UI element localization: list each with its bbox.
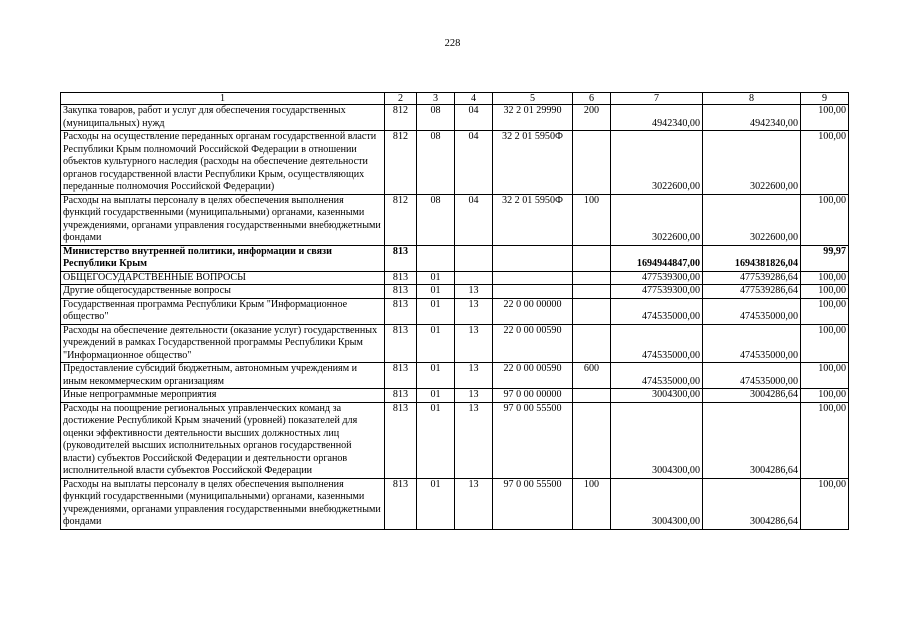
cell-name: Предоставление субсидий бюджетным, автономным учреждениям и иным некоммерческим организациям [61,363,385,389]
cell-percent: 100,00 [801,402,849,478]
cell-name: Расходы на осуществление переданных органам государственной власти Республики Крым полномочий Российской Федерации в отношении объектов культурного наследия (расходы на обеспечение деятельности органов государственной власти Республики Крым, осуществляющих переданные полномочия Российской Федерации) [61,131,385,195]
cell-expense-type [573,271,611,285]
cell-executed: 3004286,64 [703,478,801,529]
cell-name: Расходы на выплаты персоналу в целях обеспечения выполнения функций государственными (муниципальными) органами, казенными учреждениями, органами управления государственными внебюджетными фондами [61,478,385,529]
cell-expense-type [573,389,611,403]
cell-section: 01 [417,363,455,389]
col-header-1: 1 [61,93,385,105]
cell-expense-type [573,245,611,271]
cell-name: Другие общегосударственные вопросы [61,285,385,299]
table-body [61,105,849,530]
col-header-8: 8 [703,93,801,105]
table-row [61,363,849,389]
cell-subsection: 13 [455,402,493,478]
cell-target-article: 97 0 00 55500 [493,402,573,478]
cell-expense-type [573,131,611,195]
cell-name: Государственная программа Республики Крым "Информационное общество" [61,298,385,324]
table-row [61,105,849,131]
cell-subsection: 04 [455,131,493,195]
cell-percent: 99,97 [801,245,849,271]
cell-ministry-code: 813 [385,298,417,324]
cell-target-article: 22 0 00 00590 [493,324,573,363]
col-header-7: 7 [611,93,703,105]
cell-subsection: 13 [455,389,493,403]
cell-planned: 3022600,00 [611,131,703,195]
cell-planned: 3022600,00 [611,194,703,245]
cell-target-article: 97 0 00 00000 [493,389,573,403]
cell-planned: 3004300,00 [611,402,703,478]
cell-planned: 474535000,00 [611,363,703,389]
cell-ministry-code: 813 [385,285,417,299]
cell-expense-type: 200 [573,105,611,131]
header-row [61,93,849,105]
cell-name: Министерство внутренней политики, информации и связи Республики Крым [61,245,385,271]
cell-subsection [455,271,493,285]
table-row [61,271,849,285]
cell-expense-type: 600 [573,363,611,389]
cell-executed: 474535000,00 [703,298,801,324]
cell-percent: 100,00 [801,285,849,299]
cell-executed: 477539286,64 [703,271,801,285]
cell-section: 01 [417,389,455,403]
cell-name: Расходы на поощрение региональных управленческих команд за достижение Республикой Крым значений (уровней) показателей для оценки эффективности деятельности высших должностных лиц (руководителей высших исполнительных органов государственной власти) субъектов Российской Федерации и деятельности органов исполнительной власти субъектов Российской Федерации [61,402,385,478]
table-row [61,131,849,195]
cell-name: Иные непрограммные мероприятия [61,389,385,403]
cell-executed: 3004286,64 [703,389,801,403]
cell-target-article: 32 2 01 5950Ф [493,131,573,195]
table-row [61,324,849,363]
cell-target-article: 32 2 01 5950Ф [493,194,573,245]
cell-executed: 1694381826,04 [703,245,801,271]
cell-expense-type [573,285,611,299]
cell-executed: 474535000,00 [703,363,801,389]
cell-target-article [493,245,573,271]
cell-section: 08 [417,194,455,245]
cell-percent: 100,00 [801,105,849,131]
cell-planned: 1694944847,00 [611,245,703,271]
col-header-5: 5 [493,93,573,105]
cell-expense-type [573,402,611,478]
cell-name: Закупка товаров, работ и услуг для обеспечения государственных (муниципальных) нужд [61,105,385,131]
col-header-3: 3 [417,93,455,105]
table-row [61,285,849,299]
cell-percent: 100,00 [801,389,849,403]
cell-percent: 100,00 [801,363,849,389]
cell-section: 01 [417,324,455,363]
cell-target-article [493,271,573,285]
cell-executed: 4942340,00 [703,105,801,131]
cell-ministry-code: 813 [385,363,417,389]
cell-section: 08 [417,131,455,195]
table-row [61,402,849,478]
cell-subsection: 04 [455,194,493,245]
cell-target-article: 22 0 00 00000 [493,298,573,324]
cell-planned: 3004300,00 [611,389,703,403]
cell-subsection: 04 [455,105,493,131]
col-header-2: 2 [385,93,417,105]
cell-ministry-code: 812 [385,194,417,245]
cell-expense-type: 100 [573,478,611,529]
cell-percent: 100,00 [801,271,849,285]
col-header-6: 6 [573,93,611,105]
cell-percent: 100,00 [801,324,849,363]
budget-table [60,92,849,530]
cell-percent: 100,00 [801,131,849,195]
cell-percent: 100,00 [801,478,849,529]
cell-planned: 4942340,00 [611,105,703,131]
cell-subsection: 13 [455,285,493,299]
cell-target-article: 22 0 00 00590 [493,363,573,389]
cell-ministry-code: 812 [385,105,417,131]
cell-name: Расходы на выплаты персоналу в целях обеспечения выполнения функций государственными (муниципальными) органами, казенными учреждениями, органами управления государственными внебюджетными фондами [61,194,385,245]
cell-planned: 474535000,00 [611,298,703,324]
cell-subsection: 13 [455,298,493,324]
cell-ministry-code: 813 [385,389,417,403]
cell-ministry-code: 813 [385,271,417,285]
cell-ministry-code: 813 [385,324,417,363]
cell-planned: 477539300,00 [611,271,703,285]
cell-name: ОБЩЕГОСУДАРСТВЕННЫЕ ВОПРОСЫ [61,271,385,285]
cell-subsection: 13 [455,478,493,529]
table-row [61,298,849,324]
cell-planned: 3004300,00 [611,478,703,529]
cell-executed: 3022600,00 [703,194,801,245]
cell-expense-type [573,298,611,324]
page-number: 228 [444,38,461,49]
cell-ministry-code: 813 [385,478,417,529]
col-header-9: 9 [801,93,849,105]
cell-subsection: 13 [455,363,493,389]
cell-expense-type [573,324,611,363]
cell-section: 01 [417,271,455,285]
cell-name: Расходы на обеспечение деятельности (оказание услуг) государственных учреждений в рамках Государственной программы Республики Крым "Информационное общество" [61,324,385,363]
cell-planned: 474535000,00 [611,324,703,363]
cell-target-article [493,285,573,299]
cell-target-article: 32 2 01 29990 [493,105,573,131]
cell-section: 01 [417,478,455,529]
cell-executed: 3004286,64 [703,402,801,478]
cell-subsection: 13 [455,324,493,363]
cell-section: 01 [417,285,455,299]
cell-ministry-code: 813 [385,402,417,478]
cell-expense-type: 100 [573,194,611,245]
cell-section: 08 [417,105,455,131]
cell-ministry-code: 813 [385,245,417,271]
cell-section [417,245,455,271]
cell-ministry-code: 812 [385,131,417,195]
cell-executed: 3022600,00 [703,131,801,195]
cell-executed: 474535000,00 [703,324,801,363]
cell-percent: 100,00 [801,298,849,324]
cell-target-article: 97 0 00 55500 [493,478,573,529]
cell-planned: 477539300,00 [611,285,703,299]
col-header-4: 4 [455,93,493,105]
cell-executed: 477539286,64 [703,285,801,299]
cell-section: 01 [417,402,455,478]
cell-section: 01 [417,298,455,324]
table-row [61,389,849,403]
cell-percent: 100,00 [801,194,849,245]
table-row [61,245,849,271]
table-row [61,194,849,245]
table-row [61,478,849,529]
cell-subsection [455,245,493,271]
